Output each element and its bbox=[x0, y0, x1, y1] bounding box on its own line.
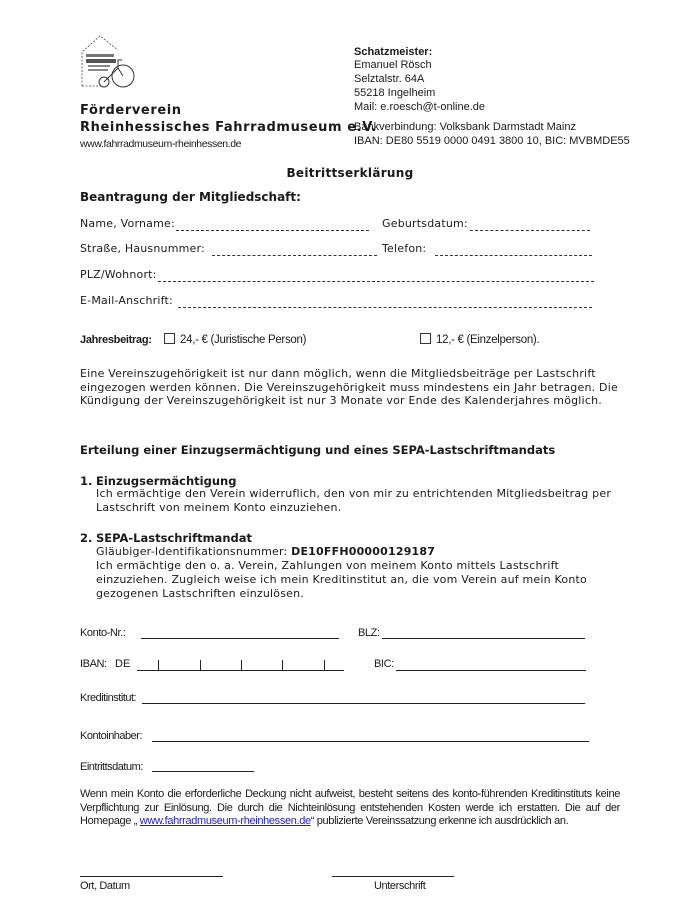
entry-date-input[interactable] bbox=[152, 771, 254, 772]
fee-option-individual[interactable] bbox=[420, 333, 539, 346]
footer-paragraph bbox=[80, 788, 620, 829]
birthdate-label: Geburtsdatum: bbox=[382, 217, 468, 230]
holder-label: Kontoinhaber: bbox=[80, 730, 142, 742]
homepage-link[interactable]: www.fahrradmuseum-rheinhessen.de bbox=[139, 815, 311, 828]
iban-separator bbox=[324, 660, 325, 670]
membership-paragraph: Eine Vereinszugehörigkeit ist nur dann möglich, wenn die Mitgliedsbeiträge per Lastschrift eingezogen werden können. Die Vereinszugehörigkeit muss mindestens ein Jahr betragen. Die Kündigung der Vereinszugehörigkeit ist nur 3 Monate vor Ende des Kalenderjahres möglich. bbox=[80, 367, 618, 408]
holder-input[interactable] bbox=[152, 741, 589, 742]
phone-input[interactable] bbox=[435, 255, 592, 256]
membership-heading: Beantragung der Mitgliedschaft: bbox=[80, 190, 301, 204]
footer-text-2: “ publizierte Vereinssatzung erkenne ich ausdrücklich an. bbox=[310, 815, 569, 828]
item2-text: Ich ermächtige den o. a. Verein, Zahlungen von meinem Konto mittels Lastschrift einzuziehen. Zugleich weise ich mein Kreditinstitut an, die vom Verein auf mein Konto gezogenen Lastschriften einzulösen. bbox=[96, 559, 587, 600]
place-date-signature-line[interactable] bbox=[80, 876, 223, 877]
treasurer-mail: Mail: e.roesch@t-online.de bbox=[354, 101, 486, 113]
bank-connection: Bankverbindung: Volksbank Darmstadt Mainz bbox=[354, 121, 576, 133]
bicycle-house-logo-icon bbox=[78, 30, 140, 92]
logo bbox=[78, 30, 140, 92]
iban-prefix: DE bbox=[115, 658, 131, 670]
checkbox-legal-person[interactable] bbox=[164, 333, 175, 344]
iban-separator bbox=[200, 660, 201, 670]
bic-input[interactable] bbox=[396, 670, 586, 671]
fee-option-legal-person[interactable] bbox=[164, 333, 306, 346]
street-input[interactable] bbox=[212, 255, 377, 256]
item1-number: 1. bbox=[80, 474, 93, 488]
signature-label: Unterschrift bbox=[374, 880, 426, 892]
creditor-id-row bbox=[96, 545, 435, 558]
org-website: www.fahrradmuseum-rheinhessen.de bbox=[80, 138, 242, 150]
street-label: Straße, Hausnummer: bbox=[80, 242, 205, 255]
blz-input[interactable] bbox=[382, 638, 585, 639]
zip-city-label: PLZ/Wohnort: bbox=[80, 268, 157, 281]
name-label: Name, Vorname: bbox=[80, 217, 175, 230]
treasurer-label: Schatzmeister: bbox=[354, 46, 433, 58]
treasurer-street: Selztalstr. 64A bbox=[354, 73, 425, 85]
phone-label: Telefon: bbox=[382, 242, 427, 255]
email-input[interactable] bbox=[178, 307, 592, 308]
checkbox-individual[interactable] bbox=[420, 333, 431, 344]
fee-option-legal-person-label: 24,- € (Juristische Person) bbox=[180, 334, 307, 346]
iban-input[interactable] bbox=[137, 670, 344, 671]
bic-label: BIC: bbox=[374, 658, 394, 670]
signature-line[interactable] bbox=[332, 876, 454, 877]
creditor-id: DE10FFH00000129187 bbox=[291, 545, 436, 558]
item1-text: Ich ermächtige den Verein widerruflich, den von mir zu entrichtenden Mitgliedsbeitrag per Lastschrift von meinem Konto einzuziehen. bbox=[96, 487, 612, 514]
org-name-line2: Rheinhessisches Fahrradmuseum e.V. bbox=[80, 120, 377, 135]
page-title: Beitrittserklärung bbox=[286, 166, 414, 180]
footer-text-1: Wenn mein Konto die erforderliche Deckung nicht aufweist, besteht seitens des konto-führenden Kreditinstituts keine Verpflichtung zur Einlösung. Die durch die Nichteinlösung entstehenden Kosten werde ich erstatten. Die auf der Homepage „ bbox=[80, 788, 620, 828]
iban-label: IBAN: bbox=[80, 658, 107, 670]
iban-separator bbox=[158, 660, 159, 670]
entry-date-label: Eintrittsdatum: bbox=[80, 761, 143, 773]
iban-separator bbox=[241, 660, 242, 670]
institute-label: Kreditinstitut: bbox=[80, 692, 137, 704]
name-input[interactable] bbox=[176, 230, 369, 231]
item1-title: Einzugsermächtigung bbox=[96, 474, 237, 488]
item2-number: 2. bbox=[80, 531, 93, 545]
bank-iban: IBAN: DE80 5519 0000 0491 3800 10, BIC: MVBMDE55 bbox=[354, 135, 630, 147]
account-label: Konto-Nr.: bbox=[80, 627, 126, 639]
place-date-label: Ort, Datum bbox=[80, 880, 130, 892]
creditor-id-label: Gläubiger-Identifikationsnummer: bbox=[96, 545, 288, 558]
fee-option-individual-label: 12,- € (Einzelperson). bbox=[436, 334, 540, 346]
treasurer-name: Emanuel Rösch bbox=[354, 59, 432, 71]
iban-separator bbox=[282, 660, 283, 670]
email-label: E-Mail-Anschrift: bbox=[80, 294, 173, 307]
sepa-heading: Erteilung einer Einzugsermächtigung und eines SEPA-Lastschriftmandats bbox=[80, 443, 556, 457]
item2-title: SEPA-Lastschriftmandat bbox=[96, 531, 252, 545]
institute-input[interactable] bbox=[142, 703, 585, 704]
org-name-line1: Förderverein bbox=[80, 103, 182, 118]
account-input[interactable] bbox=[141, 638, 339, 639]
treasurer-city: 55218 Ingelheim bbox=[354, 87, 436, 99]
blz-label: BLZ: bbox=[358, 627, 380, 639]
zip-city-input[interactable] bbox=[158, 281, 594, 282]
fee-label: Jahresbeitrag: bbox=[80, 334, 152, 346]
birthdate-input[interactable] bbox=[470, 230, 590, 231]
